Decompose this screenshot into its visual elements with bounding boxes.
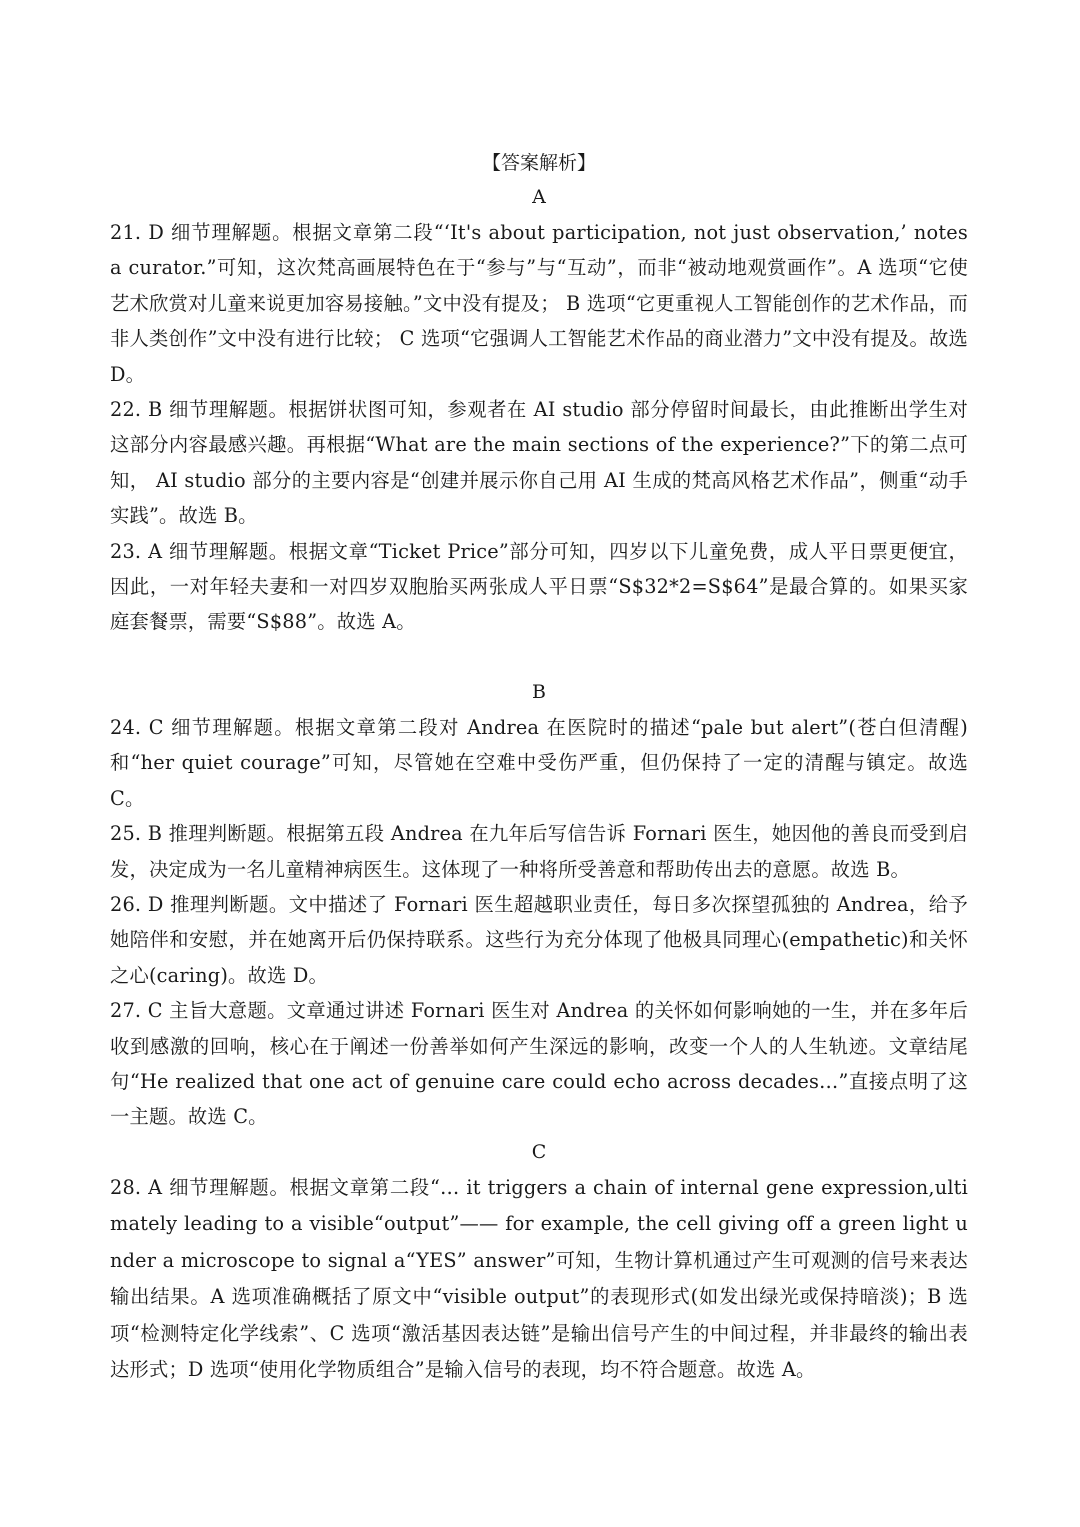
section-gap [110, 640, 968, 675]
answer-item-21: 21. D 细节理解题。根据文章第二段“‘It's about participation, not just observation,’ notes a curator.”可知，这次梵高画展特色在于“参与”与“互动”，而非“被动地观赏画作”。A 选项“它使艺术欣赏对儿童来说更加容易接触。”文中没有提及； B 选项“它更重视人工智能创作的艺术作品，而非人类创作”文中没有进行比较； C 选项“它强调人工智能艺术作品的商业潜力”文中没有提及。故选 D。 [110, 221, 968, 386]
section-heading-a: A [532, 186, 546, 208]
answer-item-25: 25. B 推理判断题。根据第五段 Andrea 在九年后写信告诉 Fornari 医生，她因他的善良而受到启发，决定成为一名儿童精神病医生。这体现了一种将所受善意和帮助传出去的意愿。故选 B。 [110, 822, 968, 881]
answer-item-28: 28. A 细节理解题。根据文章第二段“… it triggers a chain of internal gene expression,ultimately leading to a visible“output”—— for example, the cell giving off a green light under a microscope to signal a“YES” answer”可知，生物计算机通过产生可观测的信号来表达输出结果。A 选项准确概括了原文中“visible output”的表现形式(如发出绿光或保持暗淡)；B 选项“检测特定化学线索”、C 选项“激活基因表达链”是输出信号产生的中间过程，并非最终的输出表达形式；D 选项“使用化学物质组合”是输入信号的表现，均不符合题意。故选 A。 [110, 1175, 968, 1382]
answer-item-23: 23. A 细节理解题。根据文章“Ticket Price”部分可知，四岁以下儿童免费，成人平日票更便宜，因此，一对年轻夫妻和一对四岁双胞胎买两张成人平日票“S$32*2=S$64”是最合算的。如果买家庭套餐票，需要“S$88”。故选 A。 [110, 539, 968, 634]
answer-item-26: 26. D 推理判断题。文中描述了 Fornari 医生超越职业责任，每日多次探望孤独的 Andrea，给予她陪伴和安慰，并在她离开后仍保持联系。这些行为充分体现了他极具同理心(empathetic)和关怀之心(caring)。故选 D。 [110, 892, 968, 987]
section-heading-b: B [532, 680, 546, 703]
answer-item-22: 22. B 细节理解题。根据饼状图可知，参观者在 AI studio 部分停留时间最长，由此推断出学生对这部分内容最感兴趣。再根据“What are the main sections of the experience?”下的第二点可知， AI studio 部分的主要内容是“创建并展示你自己用 AI 生成的梵高风格艺术作品”，侧重“动手实践”。故选 B。 [110, 398, 968, 528]
answer-explanation-page [110, 146, 968, 1389]
page-title: 【答案解析】 [481, 152, 596, 174]
section-heading-c: C [531, 1140, 547, 1163]
answer-item-24: 24. C 细节理解题。根据文章第二段对 Andrea 在医院时的描述“pale but alert”(苍白但清醒)和“her quiet courage”可知，尽管她在空难中受伤严重，但仍保持了一定的清醒与镇定。故选 C。 [110, 715, 968, 810]
answer-item-27: 27. C 主旨大意题。文章通过讲述 Fornari 医生对 Andrea 的关怀如何影响她的一生，并在多年后收到感激的回响，核心在于阐述一份善举如何产生深远的影响，改变一个人的人生轨迹。文章结尾句“He realized that one act of genuine care could echo across decades…”直接点明了这一主题。故选 C。 [110, 999, 968, 1129]
